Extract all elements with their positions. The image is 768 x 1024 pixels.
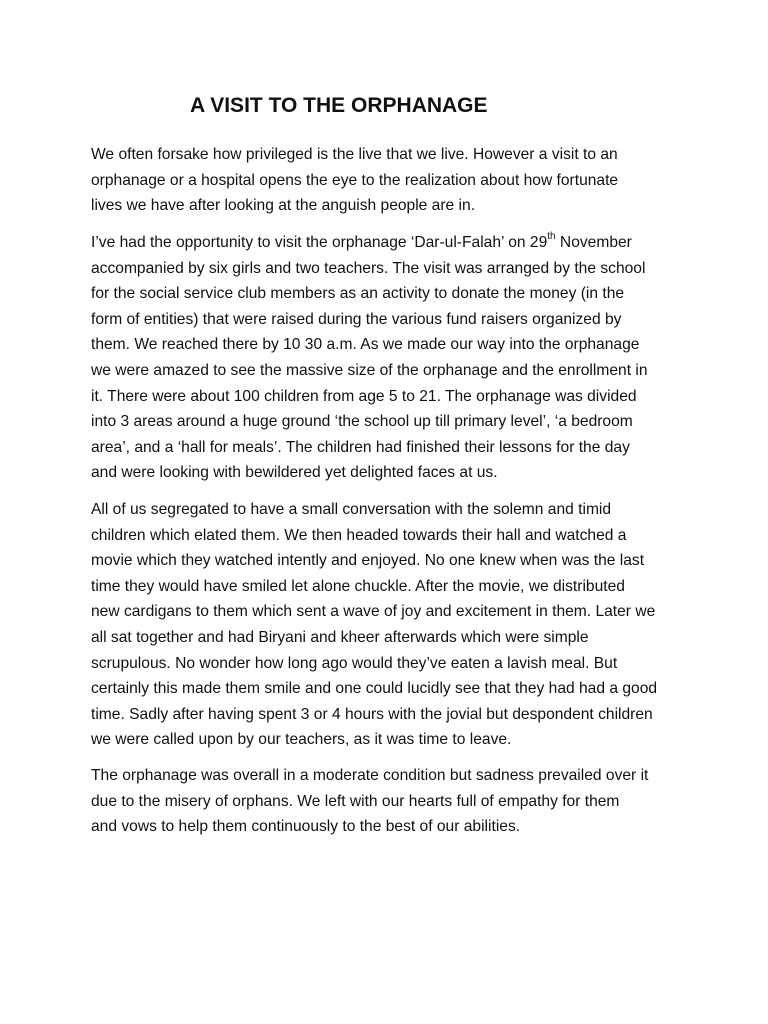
paragraph-line: We often forsake how privileged is the live that we live. However a visit to an	[91, 146, 618, 163]
paragraph-line: time they would have smiled let alone chuckle. After the movie, we distributed	[91, 577, 625, 595]
paragraph-line: movie which they watched intently and enjoyed. No one knew when was the last	[91, 552, 645, 570]
paragraph-line: All of us segregated to have a small conversation with the solemn and timid	[91, 501, 612, 518]
ordinal-superscript: th	[547, 230, 556, 242]
paragraph-line: them. We reached there by 10 30 a.m. As we made our way into the orphanage	[91, 336, 640, 354]
paragraph-line: due to the misery of orphans. We left with our hearts full of empathy for them	[91, 792, 620, 810]
paragraph-line: we were amazed to see the massive size of the orphanage and the enrollment in	[91, 361, 648, 379]
paragraph-1	[91, 142, 691, 219]
paragraph-line: scrupulous. No wonder how long ago would they’ve eaten a lavish meal. But	[91, 654, 618, 672]
paragraph-line: into 3 areas around a huge ground ‘the school up till primary level’, ‘a bedroom	[91, 413, 633, 431]
line-text: I’ve had the opportunity to visit the orphanage ‘Dar-ul-Falah’ on 29	[91, 234, 548, 251]
paragraph-3	[91, 497, 691, 753]
paragraph-line: accompanied by six girls and two teachers. The visit was arranged by the school	[91, 259, 646, 277]
paragraph-line: and were looking with bewildered yet delighted faces at us.	[91, 464, 498, 482]
paragraph-line: children which elated them. We then headed towards their hall and watched a	[91, 526, 627, 544]
paragraph-line: time. Sadly after having spent 3 or 4 hours with the jovial but despondent children	[91, 705, 653, 723]
paragraph-line: certainly this made them smile and one could lucidly see that they had had a good	[91, 680, 658, 698]
paragraph-line: new cardigans to them which sent a wave of joy and excitement in them. Later we	[91, 603, 656, 621]
paragraph-line: The orphanage was overall in a moderate condition but sadness prevailed over it	[91, 767, 649, 784]
paragraph-line: for the social service club members as an activity to donate the money (in the	[91, 285, 625, 303]
paragraph-line: form of entities) that were raised during the various fund raisers organized by	[91, 310, 622, 328]
paragraph-2	[91, 230, 691, 486]
paragraph-line: we were called upon by our teachers, as it was time to leave.	[91, 731, 512, 749]
paragraph-line: it. There were about 100 children from age 5 to 21. The orphanage was divided	[91, 387, 637, 405]
paragraph-line: area’, and a ‘hall for meals’. The children had finished their lessons for the day	[91, 438, 630, 456]
paragraph-4	[91, 763, 691, 840]
paragraph-line: and vows to help them continuously to the best of our abilities.	[91, 818, 521, 836]
line-text: November	[555, 234, 632, 251]
paragraph-line: all sat together and had Biryani and kheer afterwards which were simple	[91, 628, 589, 646]
paragraph-line: lives we have after looking at the anguish people are in.	[91, 197, 476, 215]
document-title: A VISIT TO THE ORPHANAGE	[190, 94, 488, 117]
paragraph-line: orphanage or a hospital opens the eye to the realization about how fortunate	[91, 171, 619, 189]
paragraph-line	[91, 230, 691, 256]
